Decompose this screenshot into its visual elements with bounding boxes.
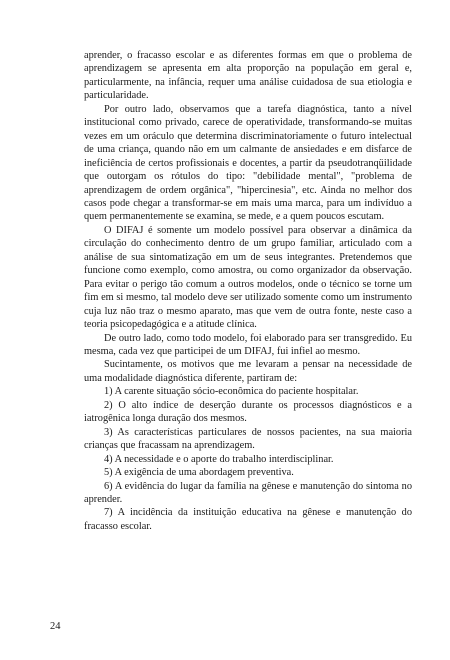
list-item-7: 7) A incidência da instituição educativa na gênese e manutenção do fracasso escolar. (84, 507, 412, 532)
list-item-3: 3) As características particulares de nossos pacientes, na sua maioria crianças que fracassam na aprendizagem. (84, 426, 412, 452)
paragraph-continuation: aprender, o fracasso escolar e as diferentes formas em que o problema de aprendizagem se apresenta em alta proporção na população em geral e, particularmente, na infância, requer uma análise cuidadosa de sua etiologia e particularidade. (84, 50, 412, 102)
body-text (84, 49, 412, 533)
list-item-6: 6) A evidência do lugar da família na gênese e manutenção do sintoma no aprender. (84, 480, 412, 505)
list-item-1: 1) A carente situação sócio-econômica do paciente hospitalar. (104, 386, 359, 398)
list-item-4: 4) A necessidade e o aporte do trabalho interdisciplinar. (104, 453, 334, 465)
paragraph-difaj-model: O DIFAJ é somente um modelo possível para observar a dinâmica da circulação do conhecimento dentro de um grupo familiar, articulado com a análise de sua sintomatização em um de seus integrantes. Pretendemos que funcione como exemplo, como amostra, ou como organizador da observação. Para evitar o perigo tão comum a outros modelos, onde o técnico se torne um fim em si mesmo, tal modelo deve ser utilizado somente como um instrumento cuja luz não traz o mesmo aparato, mas que vem de outra fonte, neste caso a teoria psicopedagógica e a atitude clínica. (84, 224, 412, 331)
list-item-2: 2) O alto índice de deserção durante os processos diagnósticos e a iatrogênica longa duração dos mesmos. (84, 399, 412, 425)
paragraph-diagnostic-task: Por outro lado, observamos que a tarefa diagnóstica, tanto a nível institucional como privado, carece de operatividade, transformando-se muitas vezes em um oráculo que determina discriminatoriamente o futuro intelectual de uma criança, quando não em um calmante de ansiedades e em disfarce de ineficiência de certos profissionais e docentes, a partir da pseudotranqüilidade que outorgam os rótulos do tipo: "debilidade mental", "problema de aprendizagem de ordem orgânica", "hipercinesia", etc. Ainda no melhor dos casos pode chegar a transformar-se em mais uma marca, para um indivíduo a quem permanentemente se examina, se mede, e a quem poucos escutam. (84, 103, 412, 223)
paragraph-transgression: De outro lado, como todo modelo, foi elaborado para ser transgredido. Eu mesma, cada vez que participei de um DIFAJ, fui infiel ao mesmo. (84, 332, 412, 357)
page-number: 24 (50, 621, 61, 632)
list-item-5: 5) A exigência de uma abordagem preventiva. (104, 467, 294, 479)
paragraph-motives-intro: Sucintamente, os motivos que me levaram a pensar na necessidade de uma modalidade diagnóstica diferente, partiram de: (84, 359, 412, 384)
